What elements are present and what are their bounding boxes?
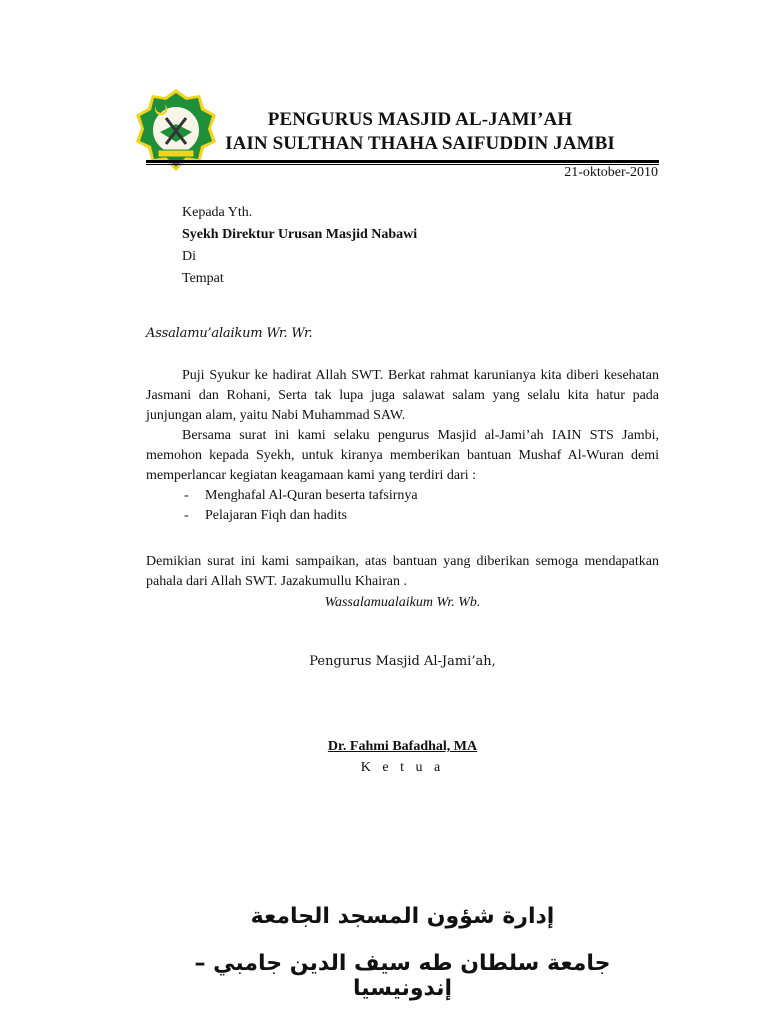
list-bullet: - bbox=[184, 488, 189, 503]
signatory-title: K e t u a bbox=[360, 760, 445, 775]
signature-org: Pengurus Masjid Al-Jami’ah, bbox=[309, 654, 496, 669]
body-paragraph-2: Bersama surat ini kami selaku pengurus Masjid al-Jami’ah IAIN STS Jambi, memohon kepada Syekh, untuk kiranya memberikan bantuan Mushaf Al-Wuran demi memperlancar kegiatan keagamaan kami yang terdiri dari : bbox=[146, 428, 659, 483]
list-bullet: - bbox=[184, 508, 189, 523]
recipient-place: Tempat bbox=[182, 271, 224, 286]
greeting: Assalamu’alaikum Wr. Wr. bbox=[146, 326, 313, 341]
header-org-name: PENGURUS MASJID AL-JAMI’AH bbox=[267, 109, 573, 130]
signatory-name: Dr. Fahmi Bafadhal, MA bbox=[327, 739, 478, 754]
recipient-salutation: Kepada Yth. bbox=[182, 205, 253, 220]
letter-body bbox=[146, 366, 659, 526]
list-item bbox=[146, 506, 659, 526]
recipient-name: Syekh Direktur Urusan Masjid Nabawi bbox=[182, 227, 418, 242]
list-item-text: Menghafal Al-Quran beserta tafsirnya bbox=[205, 488, 418, 503]
list-item-text: Pelajaran Fiqh dan hadits bbox=[205, 508, 347, 523]
letter-date: 21-oktober-2010 bbox=[564, 165, 658, 180]
list-item bbox=[146, 486, 659, 506]
header-rule-thick bbox=[146, 160, 659, 163]
body-paragraph-1: Puji Syukur ke hadirat Allah SWT. Berkat rahmat karunianya kita diberi kesehatan Jasmani dan Rohani, Serta tak lupa juga salawat salam yang selalu kita hatur pada junjungan alam, yaitu Nabi Muhammad SAW. bbox=[146, 368, 659, 423]
arabic-footer-line-1: إدارة شؤون المسجد الجامعة bbox=[250, 904, 555, 929]
closing-block bbox=[146, 552, 659, 592]
arabic-footer-line-2: جامعة سلطان طه سيف الدين جامبي – إندونيسيا bbox=[194, 951, 611, 1001]
recipient-di: Di bbox=[182, 249, 196, 264]
wassalam: Wassalamualaikum Wr. Wb. bbox=[324, 595, 481, 610]
header-institution: IAIN SULTHAN THAHA SAIFUDDIN JAMBI bbox=[225, 133, 615, 154]
activity-list bbox=[146, 486, 659, 526]
recipient-block bbox=[182, 202, 642, 290]
closing-text: Demikian surat ini kami sampaikan, atas bantuan yang diberikan semoga mendapatkan pahala dari Allah SWT. Jazakumullu Khairan . bbox=[146, 554, 659, 589]
